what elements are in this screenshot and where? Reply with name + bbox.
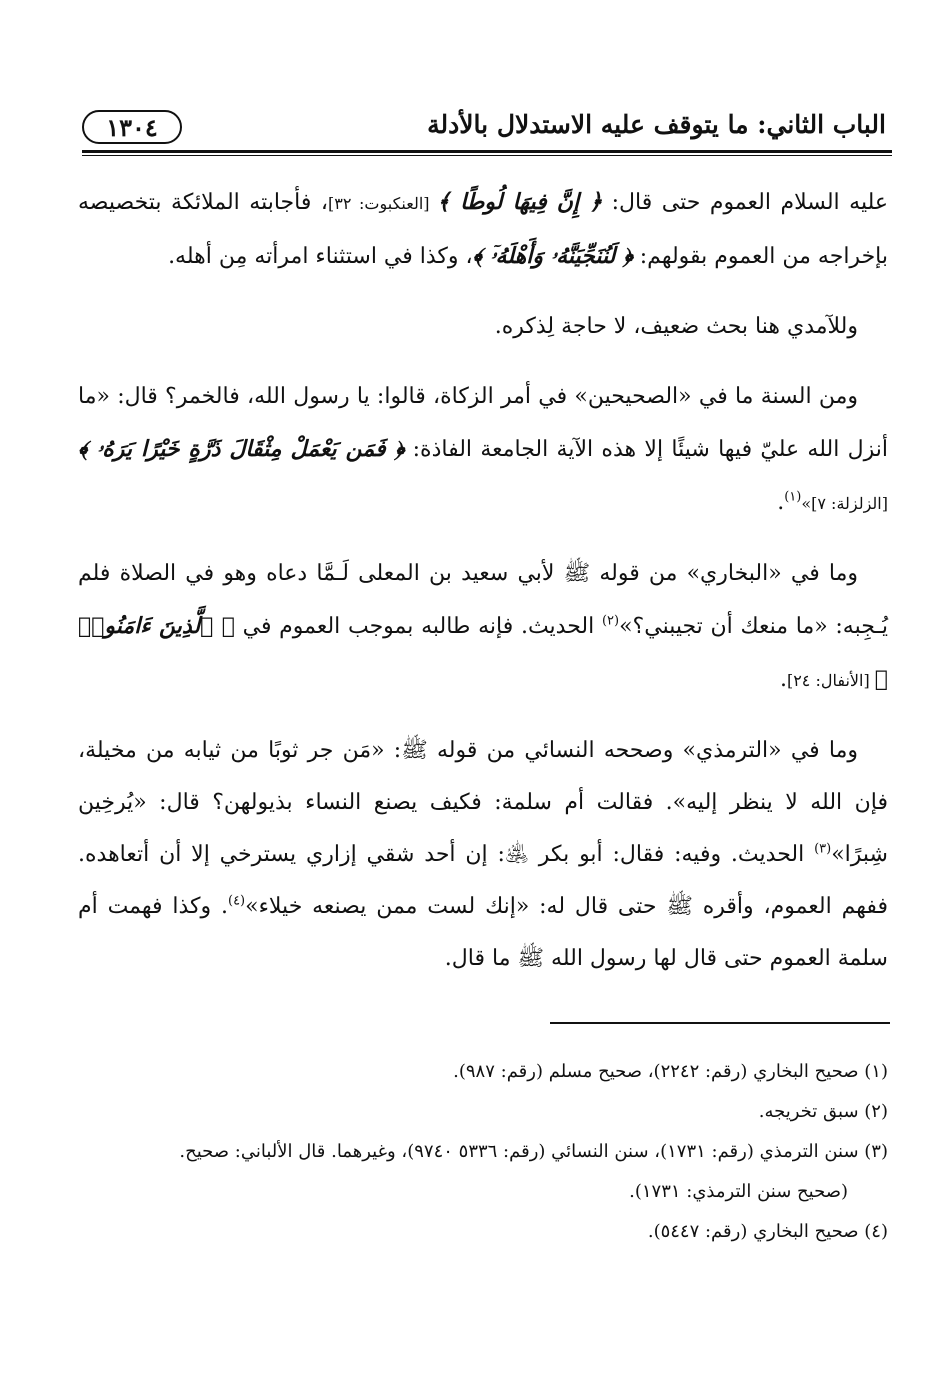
footnote-2: (٢) سبق تخريجه. xyxy=(758,1101,888,1122)
footnote-marker: (١) xyxy=(784,489,802,505)
paragraph-1 xyxy=(78,176,888,283)
main-text xyxy=(78,176,888,1003)
page-number: ١٣٠٤ xyxy=(106,112,158,142)
paragraph-5 xyxy=(78,725,888,985)
footnote-4: (٤) صحيح البخاري (رقم: ٥٤٤٧). xyxy=(647,1221,888,1242)
text-span: . xyxy=(777,490,785,515)
quran-verse: ﴿ فَمَن يَعْمَلْ مِثْقَالَ ذَرَّةٍ خَيْرًا يَرَهُۥ ﴾ xyxy=(78,436,405,462)
paragraph-3 xyxy=(78,371,888,530)
text-span: . وكذا فهمت أم سلمة العموم حتى قال لها رسول الله ﷺ ما قال. xyxy=(78,894,888,971)
footnote-3-continued: (صحيح سنن الترمذي: ١٧٣١). xyxy=(629,1181,848,1202)
verse-citation: [الزلزلة: ٧]» xyxy=(801,494,888,513)
text-span: . xyxy=(779,667,787,692)
text-span: الحديث. فإنه طالبه بموجب العموم في xyxy=(234,614,602,639)
text-span: وما في «البخاري» من قوله ﷺ لأبي سعيد بن المعلى لَـمَّا دعاه وهو في الصلاة فلم يُـجِبه: «ما منعك أن تجيبني؟» xyxy=(78,561,888,639)
quran-verse: ﴿ إِنَّ فِيهَا لُوطًا ﴾ xyxy=(437,189,603,215)
chapter-title: الباب الثاني: ما يتوقف عليه الاستدلال بالأدلة xyxy=(427,110,886,139)
text-span: وما في «الترمذي» وصححه النسائي من قوله ﷺ: «مَن جر ثوبًا من ثيابه من مخيلة، فإن الله لا ينظر إليه». فقالت أم سلمة: فكيف يصنع النساء بذيولهن؟ قال: «يُرخِين شِبرًا» xyxy=(78,738,888,867)
text-span: عليه السلام العموم حتى قال: xyxy=(602,190,888,215)
text-span: ، فأجابته الملائكة بتخصيصه بإخراجه من العموم بقولهم: xyxy=(78,190,888,269)
verse-citation: [العنكبوت: ٣٢] xyxy=(327,194,438,213)
quran-verse: ﴿ ٱلَّذِينَ ءَامَنُوا۟ ﴾ xyxy=(78,613,888,692)
footnote-marker: (٢) xyxy=(601,613,620,629)
quran-verse: ﴿ لَنُنَجِّيَنَّهُۥ وَأَهْلَهُۥٓ ﴾ xyxy=(472,243,633,269)
footnote-marker: (٤) xyxy=(227,893,246,909)
verse-citation: [الأنفال: ٢٤] xyxy=(786,671,875,690)
footnotes xyxy=(76,1052,888,1252)
footnote-1: (١) صحيح البخاري (رقم: ٢٢٤٢)، صحيح مسلم (رقم: ٩٨٧). xyxy=(453,1061,888,1082)
text-span: الحديث. وفيه: فقال: أبو بكر ﵁: إن أحد شقي إزاري يسترخي إلا أن أتعاهده. ففهم العموم، وأقره ﷺ حتى قال له: «إنك لست ممن يصنعه خيلاء» xyxy=(78,842,889,919)
footnote-3: (٣) سنن الترمذي (رقم: ١٧٣١)، سنن النسائي (رقم: ٥٣٣٦ ٩٧٤٠)، وغيرهما. قال الألباني: صحيح. xyxy=(179,1141,888,1162)
text-span: ، وكذا في استثناء امرأته مِن أهله. xyxy=(168,244,473,269)
paragraph-4 xyxy=(78,548,888,707)
header-rule xyxy=(82,150,892,156)
paragraph-2: وللآمدي هنا بحث ضعيف، لا حاجة لِذكره. xyxy=(494,314,858,339)
page-number-frame xyxy=(82,110,182,144)
footnote-separator xyxy=(550,1022,890,1024)
page-header xyxy=(82,108,892,148)
footnote-marker: (٣) xyxy=(814,841,832,857)
text-span: ومن السنة ما في «الصحيحين» في أمر الزكاة، قالوا: يا رسول الله، فالخمر؟ قال: «ما أنزل الله عليّ فيها شيئًا إلا هذه الآية الجامعة الفاذة: xyxy=(78,384,888,462)
